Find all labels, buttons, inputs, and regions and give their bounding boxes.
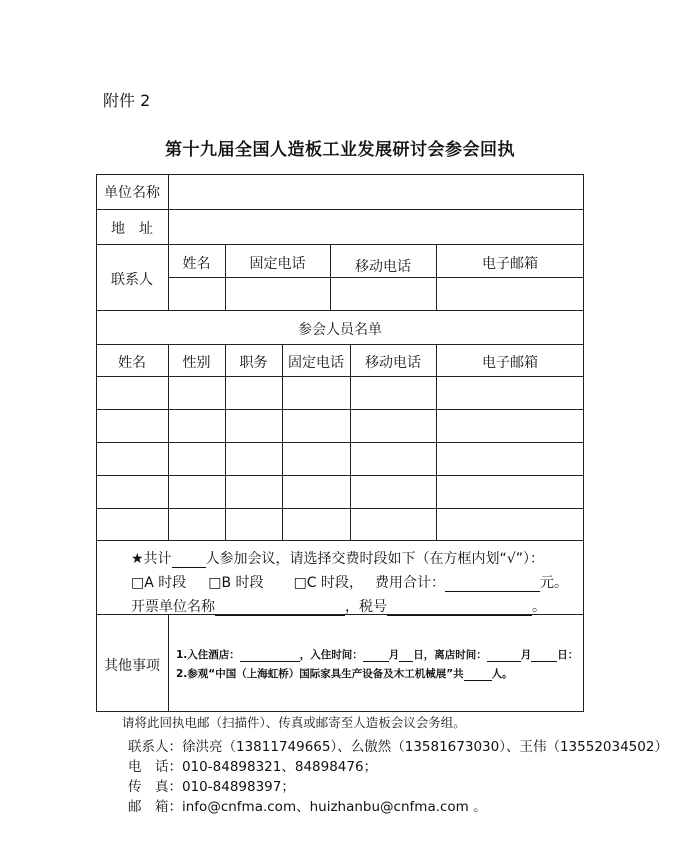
- checkin-day-blank[interactable]: [399, 650, 413, 662]
- fee-unit: 元。: [540, 575, 569, 591]
- hotel-prefix: 1.入住酒店：: [176, 649, 240, 661]
- checkin-month-blank[interactable]: [363, 650, 389, 662]
- address-label: 地 址: [111, 221, 153, 237]
- contact-mobile-field[interactable]: [330, 278, 436, 310]
- contact-header-email: 电子邮箱: [482, 256, 538, 272]
- checkout-day: 日：: [557, 649, 579, 661]
- participant-header-mobile: 移动电话: [365, 355, 421, 371]
- unit-name-field[interactable]: [168, 175, 584, 209]
- hotel-line: [176, 647, 578, 662]
- fee-total-blank[interactable]: [445, 577, 540, 592]
- participant-header-email: 电子邮箱: [482, 355, 538, 371]
- invoice-line: [131, 596, 546, 616]
- unit-name-label: 单位名称: [104, 185, 160, 201]
- expo-suffix: 人。: [491, 668, 513, 680]
- attendee-count-blank[interactable]: [172, 553, 206, 568]
- participant-row[interactable]: [96, 476, 584, 508]
- participant-header-name: 姓名: [118, 355, 146, 371]
- checkout-month-blank[interactable]: [487, 650, 521, 662]
- participant-header-phone: 固定电话: [288, 355, 344, 371]
- contact-header-name: 姓名: [182, 256, 211, 272]
- participant-list-title: 参会人员名单: [298, 322, 382, 338]
- participant-row[interactable]: [96, 377, 584, 409]
- expo-line: [176, 666, 513, 681]
- footer-phone: 电 话：010-84898321、84898476；: [128, 759, 378, 775]
- contact-name-field[interactable]: [168, 278, 225, 310]
- attachment-label: 附件 2: [103, 91, 151, 110]
- checkin-label: ，入住时间：: [299, 649, 363, 661]
- contact-phone-field[interactable]: [225, 278, 330, 310]
- contact-label: 联系人: [111, 272, 153, 288]
- participant-header-gender: 性别: [182, 355, 211, 371]
- tax-number-blank[interactable]: [387, 601, 532, 616]
- checkout-day-blank[interactable]: [531, 650, 557, 662]
- checkout-month: 月: [520, 649, 532, 661]
- fee-total-label: 费用合计：: [375, 575, 446, 591]
- tax-label: ，税号: [345, 599, 387, 615]
- footer-contacts: 联系人：徐洪亮（13811749665）、么傲然（13581673030）、王伟（13552034502）: [128, 739, 668, 755]
- fee-total-suffix: 人参加会议，请选择交费时段如下（在方框内划“√”）：: [205, 551, 544, 567]
- footer-fax: 传 真：010-84898397；: [128, 779, 295, 795]
- checkin-month: 月: [388, 649, 400, 661]
- fee-options-line: [131, 572, 568, 592]
- participant-row[interactable]: [96, 443, 584, 475]
- contact-header-phone: 固定电话: [249, 256, 306, 272]
- fee-total-prefix: ★共计: [131, 551, 172, 567]
- option-c-checkbox[interactable]: □C 时段，: [293, 575, 364, 591]
- invoice-label: 开票单位名称: [131, 599, 215, 615]
- participant-header-position: 职务: [239, 355, 268, 371]
- footer-email: 邮 箱：info@cnfma.com、huizhanbu@cnfma.com 。: [128, 799, 487, 815]
- checkin-day: 日，离店时间：: [413, 649, 487, 661]
- page-title: 第十九届全国人造板工业发展研讨会参会回执: [165, 140, 515, 160]
- fee-total-line: [131, 548, 544, 568]
- tax-end: 。: [532, 599, 546, 615]
- other-items-label: 其他事项: [104, 658, 160, 674]
- participant-row[interactable]: [96, 410, 584, 442]
- address-field[interactable]: [168, 210, 584, 244]
- footer-instruction: 请将此回执电邮（扫描件）、传真或邮寄至人造板会议会务组。: [122, 715, 466, 730]
- option-b-checkbox[interactable]: □B 时段: [208, 575, 264, 591]
- option-a-checkbox[interactable]: □A 时段: [131, 575, 187, 591]
- participant-row[interactable]: [96, 509, 584, 540]
- hotel-name-blank[interactable]: [240, 650, 300, 662]
- expo-prefix: 2.参观“中国（上海虹桥）国际家具生产设备及木工机械展”共: [176, 668, 464, 680]
- contact-header-mobile: 移动电话: [355, 259, 411, 275]
- expo-count-blank[interactable]: [464, 669, 492, 681]
- contact-email-field[interactable]: [436, 278, 584, 310]
- invoice-name-blank[interactable]: [215, 601, 345, 616]
